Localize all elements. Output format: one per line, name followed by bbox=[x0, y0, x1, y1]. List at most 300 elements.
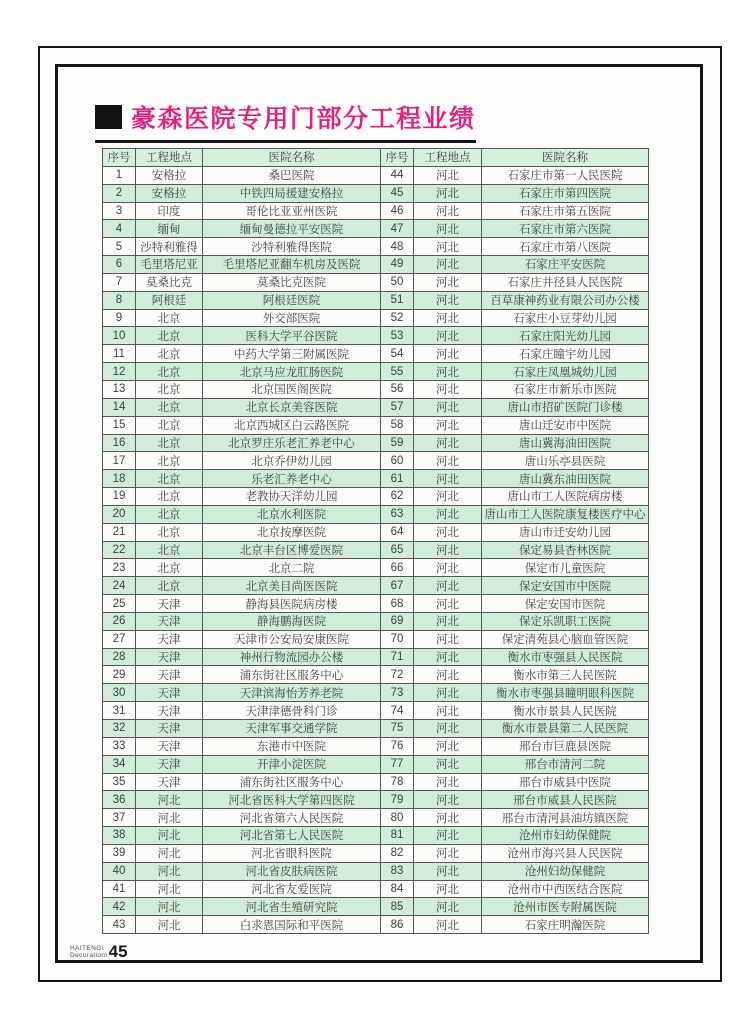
row-number-cell: 85 bbox=[381, 898, 414, 916]
row-number-cell: 8 bbox=[103, 291, 136, 309]
hospital-name-cell: 中药大学第三附属医院 bbox=[203, 345, 381, 363]
row-number-cell: 76 bbox=[381, 737, 414, 755]
location-cell: 河北 bbox=[136, 898, 203, 916]
row-number-cell: 86 bbox=[381, 916, 414, 934]
row-number-cell: 62 bbox=[381, 488, 414, 506]
hospital-name-cell: 石家庄市第四医院 bbox=[482, 184, 649, 202]
hospital-name-cell: 河北省眼科医院 bbox=[203, 844, 381, 862]
hospital-name-cell: 唐山冀东油田医院 bbox=[482, 470, 649, 488]
row-number-cell: 48 bbox=[381, 238, 414, 256]
table-row bbox=[103, 702, 649, 720]
location-cell: 河北 bbox=[414, 345, 482, 363]
hospital-name-cell: 北京国医阁医院 bbox=[203, 380, 381, 398]
row-number-cell: 84 bbox=[381, 880, 414, 898]
table-row bbox=[103, 166, 649, 184]
location-cell: 天津 bbox=[136, 648, 203, 666]
hospital-name-cell: 沙特利雅得医院 bbox=[203, 238, 381, 256]
location-cell: 北京 bbox=[136, 452, 203, 470]
location-cell: 天津 bbox=[136, 595, 203, 613]
row-number-cell: 43 bbox=[103, 916, 136, 934]
location-cell: 河北 bbox=[414, 273, 482, 291]
table-row bbox=[103, 684, 649, 702]
location-cell: 河北 bbox=[414, 184, 482, 202]
hospital-name-cell: 河北省生殖研究院 bbox=[203, 898, 381, 916]
location-cell: 河北 bbox=[414, 398, 482, 416]
hospital-name-cell: 石家庄市第一人民医院 bbox=[482, 166, 649, 184]
table-row bbox=[103, 666, 649, 684]
location-cell: 北京 bbox=[136, 398, 203, 416]
hospital-name-cell: 石家庄市第六医院 bbox=[482, 220, 649, 238]
row-number-cell: 51 bbox=[381, 291, 414, 309]
row-number-cell: 2 bbox=[103, 184, 136, 202]
location-cell: 天津 bbox=[136, 773, 203, 791]
hospital-name-cell: 开津小淀医院 bbox=[203, 755, 381, 773]
hospital-name-cell: 静海县医院病房楼 bbox=[203, 595, 381, 613]
hospital-name-cell: 保定清苑县心脑血管医院 bbox=[482, 630, 649, 648]
column-header: 工程地点 bbox=[136, 149, 203, 167]
location-cell: 河北 bbox=[414, 666, 482, 684]
row-number-cell: 45 bbox=[381, 184, 414, 202]
location-cell: 天津 bbox=[136, 630, 203, 648]
location-cell: 河北 bbox=[136, 844, 203, 862]
hospital-name-cell: 石家庄凤凰城幼儿园 bbox=[482, 363, 649, 381]
hospital-name-cell: 北京美目尚医医院 bbox=[203, 577, 381, 595]
location-cell: 河北 bbox=[414, 880, 482, 898]
row-number-cell: 65 bbox=[381, 541, 414, 559]
location-cell: 北京 bbox=[136, 434, 203, 452]
row-number-cell: 35 bbox=[103, 773, 136, 791]
table-row bbox=[103, 862, 649, 880]
location-cell: 安格拉 bbox=[136, 166, 203, 184]
hospital-name-cell: 白求恩国际和平医院 bbox=[203, 916, 381, 934]
hospital-name-cell: 中铁四局援建安格拉 bbox=[203, 184, 381, 202]
row-number-cell: 70 bbox=[381, 630, 414, 648]
table-row bbox=[103, 380, 649, 398]
row-number-cell: 20 bbox=[103, 505, 136, 523]
row-number-cell: 66 bbox=[381, 559, 414, 577]
row-number-cell: 73 bbox=[381, 684, 414, 702]
location-cell: 河北 bbox=[136, 827, 203, 845]
hospital-name-cell: 河北省友爱医院 bbox=[203, 880, 381, 898]
row-number-cell: 21 bbox=[103, 523, 136, 541]
projects-table bbox=[102, 148, 649, 934]
location-cell: 河北 bbox=[414, 630, 482, 648]
location-cell: 河北 bbox=[414, 488, 482, 506]
row-number-cell: 83 bbox=[381, 862, 414, 880]
location-cell: 河北 bbox=[414, 612, 482, 630]
table-row bbox=[103, 220, 649, 238]
row-number-cell: 14 bbox=[103, 398, 136, 416]
table-row bbox=[103, 630, 649, 648]
location-cell: 安格拉 bbox=[136, 184, 203, 202]
row-number-cell: 1 bbox=[103, 166, 136, 184]
location-cell: 北京 bbox=[136, 559, 203, 577]
page-number: 45 bbox=[108, 942, 128, 961]
location-cell: 沙特利雅得 bbox=[136, 238, 203, 256]
hospital-name-cell: 保定安国市医院 bbox=[482, 595, 649, 613]
row-number-cell: 6 bbox=[103, 256, 136, 274]
hospital-name-cell: 唐山市迁安幼儿园 bbox=[482, 523, 649, 541]
hospital-name-cell: 毛里塔尼亚翻车机房及医院 bbox=[203, 256, 381, 274]
column-header: 序号 bbox=[381, 149, 414, 167]
row-number-cell: 15 bbox=[103, 416, 136, 434]
table-row bbox=[103, 844, 649, 862]
row-number-cell: 54 bbox=[381, 345, 414, 363]
table-header bbox=[103, 149, 649, 167]
row-number-cell: 71 bbox=[381, 648, 414, 666]
row-number-cell: 69 bbox=[381, 612, 414, 630]
row-number-cell: 9 bbox=[103, 309, 136, 327]
hospital-name-cell: 沧州妇幼保健院 bbox=[482, 862, 649, 880]
location-cell: 印度 bbox=[136, 202, 203, 220]
row-number-cell: 37 bbox=[103, 809, 136, 827]
table-row bbox=[103, 541, 649, 559]
hospital-name-cell: 石家庄市新乐市医院 bbox=[482, 380, 649, 398]
table-row bbox=[103, 345, 649, 363]
hospital-name-cell: 衡水市第三人民医院 bbox=[482, 666, 649, 684]
hospital-name-cell: 浦东街社区服务中心 bbox=[203, 773, 381, 791]
row-number-cell: 29 bbox=[103, 666, 136, 684]
row-number-cell: 77 bbox=[381, 755, 414, 773]
location-cell: 河北 bbox=[136, 880, 203, 898]
hospital-name-cell: 静海鹏海医院 bbox=[203, 612, 381, 630]
location-cell: 缅甸 bbox=[136, 220, 203, 238]
hospital-name-cell: 北京马应龙肛肠医院 bbox=[203, 363, 381, 381]
row-number-cell: 18 bbox=[103, 470, 136, 488]
row-number-cell: 63 bbox=[381, 505, 414, 523]
row-number-cell: 34 bbox=[103, 755, 136, 773]
hospital-name-cell: 保定安国市中医院 bbox=[482, 577, 649, 595]
row-number-cell: 72 bbox=[381, 666, 414, 684]
location-cell: 河北 bbox=[414, 291, 482, 309]
location-cell: 河北 bbox=[414, 541, 482, 559]
table-row bbox=[103, 916, 649, 934]
location-cell: 北京 bbox=[136, 577, 203, 595]
row-number-cell: 39 bbox=[103, 844, 136, 862]
row-number-cell: 16 bbox=[103, 434, 136, 452]
location-cell: 河北 bbox=[414, 416, 482, 434]
row-number-cell: 74 bbox=[381, 702, 414, 720]
row-number-cell: 19 bbox=[103, 488, 136, 506]
row-number-cell: 42 bbox=[103, 898, 136, 916]
hospital-name-cell: 唐山冀海油田医院 bbox=[482, 434, 649, 452]
location-cell: 北京 bbox=[136, 345, 203, 363]
row-number-cell: 53 bbox=[381, 327, 414, 345]
table-row bbox=[103, 309, 649, 327]
row-number-cell: 4 bbox=[103, 220, 136, 238]
hospital-name-cell: 天津津德骨科门诊 bbox=[203, 702, 381, 720]
table-row bbox=[103, 791, 649, 809]
location-cell: 河北 bbox=[414, 380, 482, 398]
hospital-name-cell: 北京二院 bbox=[203, 559, 381, 577]
hospital-name-cell: 衡水市枣强县瞳明眼科医院 bbox=[482, 684, 649, 702]
location-cell: 北京 bbox=[136, 416, 203, 434]
location-cell: 天津 bbox=[136, 720, 203, 738]
row-number-cell: 5 bbox=[103, 238, 136, 256]
hospital-name-cell: 桑巴医院 bbox=[203, 166, 381, 184]
location-cell: 河北 bbox=[414, 452, 482, 470]
row-number-cell: 41 bbox=[103, 880, 136, 898]
table-row bbox=[103, 416, 649, 434]
column-header: 医院名称 bbox=[482, 149, 649, 167]
location-cell: 河北 bbox=[414, 559, 482, 577]
table-row bbox=[103, 720, 649, 738]
location-cell: 北京 bbox=[136, 541, 203, 559]
location-cell: 天津 bbox=[136, 684, 203, 702]
row-number-cell: 52 bbox=[381, 309, 414, 327]
row-number-cell: 61 bbox=[381, 470, 414, 488]
hospital-name-cell: 北京西城区白云路医院 bbox=[203, 416, 381, 434]
hospital-name-cell: 乐老汇养老中心 bbox=[203, 470, 381, 488]
table-row bbox=[103, 809, 649, 827]
location-cell: 河北 bbox=[414, 238, 482, 256]
hospital-name-cell: 石家庄小豆芽幼儿园 bbox=[482, 309, 649, 327]
hospital-name-cell: 东港市中医院 bbox=[203, 737, 381, 755]
table-row bbox=[103, 880, 649, 898]
hospital-name-cell: 哥伦比亚亚州医院 bbox=[203, 202, 381, 220]
location-cell: 河北 bbox=[414, 595, 482, 613]
hospital-name-cell: 邢台市威县中医院 bbox=[482, 773, 649, 791]
table-row bbox=[103, 202, 649, 220]
hospital-name-cell: 衡水市枣强县人民医院 bbox=[482, 648, 649, 666]
hospital-name-cell: 浦东街社区服务中心 bbox=[203, 666, 381, 684]
row-number-cell: 27 bbox=[103, 630, 136, 648]
location-cell: 河北 bbox=[414, 773, 482, 791]
location-cell: 天津 bbox=[136, 755, 203, 773]
page-title: 豪森医院专用门部分工程业绩 bbox=[131, 105, 476, 133]
table-row bbox=[103, 363, 649, 381]
row-number-cell: 75 bbox=[381, 720, 414, 738]
hospital-name-cell: 河北省医科大学第四医院 bbox=[203, 791, 381, 809]
brand-line-1: HAITENG\ bbox=[70, 945, 104, 952]
row-number-cell: 33 bbox=[103, 737, 136, 755]
row-number-cell: 60 bbox=[381, 452, 414, 470]
hospital-name-cell: 河北省第七人民医院 bbox=[203, 827, 381, 845]
hospital-name-cell: 沧州市海兴县人民医院 bbox=[482, 844, 649, 862]
title-block bbox=[95, 99, 476, 143]
table-row bbox=[103, 773, 649, 791]
row-number-cell: 82 bbox=[381, 844, 414, 862]
table-row bbox=[103, 327, 649, 345]
table-row bbox=[103, 737, 649, 755]
brand-line-2: Decoration\ bbox=[70, 952, 108, 959]
location-cell: 河北 bbox=[414, 916, 482, 934]
hospital-name-cell: 邢台市巨鹿县医院 bbox=[482, 737, 649, 755]
location-cell: 河北 bbox=[414, 166, 482, 184]
hospital-name-cell: 石家庄市第五医院 bbox=[482, 202, 649, 220]
location-cell: 天津 bbox=[136, 702, 203, 720]
hospital-name-cell: 唐山乐亭县医院 bbox=[482, 452, 649, 470]
hospital-name-cell: 天津市公安局安康医院 bbox=[203, 630, 381, 648]
row-number-cell: 23 bbox=[103, 559, 136, 577]
row-number-cell: 68 bbox=[381, 595, 414, 613]
location-cell: 阿根廷 bbox=[136, 291, 203, 309]
hospital-name-cell: 北京按摩医院 bbox=[203, 523, 381, 541]
row-number-cell: 58 bbox=[381, 416, 414, 434]
location-cell: 河北 bbox=[414, 898, 482, 916]
location-cell: 河北 bbox=[414, 720, 482, 738]
table-row bbox=[103, 648, 649, 666]
row-number-cell: 36 bbox=[103, 791, 136, 809]
hospital-name-cell: 天津滨海怡芳养老院 bbox=[203, 684, 381, 702]
table-row bbox=[103, 184, 649, 202]
location-cell: 河北 bbox=[414, 862, 482, 880]
location-cell: 北京 bbox=[136, 505, 203, 523]
location-cell: 毛里塔尼亚 bbox=[136, 256, 203, 274]
row-number-cell: 80 bbox=[381, 809, 414, 827]
hospital-name-cell: 沧州市妇幼保健院 bbox=[482, 827, 649, 845]
location-cell: 河北 bbox=[414, 470, 482, 488]
column-header: 工程地点 bbox=[414, 149, 482, 167]
row-number-cell: 79 bbox=[381, 791, 414, 809]
row-number-cell: 49 bbox=[381, 256, 414, 274]
table-row bbox=[103, 256, 649, 274]
hospital-name-cell: 唐山市招矿医院门诊楼 bbox=[482, 398, 649, 416]
hospital-name-cell: 沧州市中西医结合医院 bbox=[482, 880, 649, 898]
hospital-name-cell: 医科大学平谷医院 bbox=[203, 327, 381, 345]
row-number-cell: 11 bbox=[103, 345, 136, 363]
hospital-name-cell: 石家庄井径县人民医院 bbox=[482, 273, 649, 291]
row-number-cell: 25 bbox=[103, 595, 136, 613]
location-cell: 河北 bbox=[136, 862, 203, 880]
row-number-cell: 10 bbox=[103, 327, 136, 345]
row-number-cell: 28 bbox=[103, 648, 136, 666]
hospital-name-cell: 石家庄阳光幼儿园 bbox=[482, 327, 649, 345]
table-row bbox=[103, 755, 649, 773]
table-row bbox=[103, 827, 649, 845]
hospital-name-cell: 邢台市威县人民医院 bbox=[482, 791, 649, 809]
hospital-name-cell: 保定市儿童医院 bbox=[482, 559, 649, 577]
row-number-cell: 7 bbox=[103, 273, 136, 291]
hospital-name-cell: 邢台市清河县油坊镇医院 bbox=[482, 809, 649, 827]
location-cell: 河北 bbox=[414, 737, 482, 755]
location-cell: 河北 bbox=[414, 434, 482, 452]
title-bullet-square-icon bbox=[95, 105, 122, 129]
location-cell: 河北 bbox=[414, 309, 482, 327]
row-number-cell: 55 bbox=[381, 363, 414, 381]
location-cell: 河北 bbox=[414, 256, 482, 274]
hospital-name-cell: 河北省皮肤病医院 bbox=[203, 862, 381, 880]
row-number-cell: 59 bbox=[381, 434, 414, 452]
location-cell: 河北 bbox=[414, 220, 482, 238]
location-cell: 河北 bbox=[414, 505, 482, 523]
location-cell: 河北 bbox=[414, 844, 482, 862]
hospital-name-cell: 石家庄市第八医院 bbox=[482, 238, 649, 256]
location-cell: 北京 bbox=[136, 523, 203, 541]
hospital-name-cell: 衡水市景县第二人民医院 bbox=[482, 720, 649, 738]
location-cell: 北京 bbox=[136, 470, 203, 488]
hospital-name-cell: 石家庄瞳宇幼儿园 bbox=[482, 345, 649, 363]
row-number-cell: 17 bbox=[103, 452, 136, 470]
row-number-cell: 26 bbox=[103, 612, 136, 630]
location-cell: 河北 bbox=[414, 702, 482, 720]
hospital-name-cell: 阿根廷医院 bbox=[203, 291, 381, 309]
location-cell: 河北 bbox=[414, 827, 482, 845]
row-number-cell: 32 bbox=[103, 720, 136, 738]
hospital-name-cell: 北京长京美容医院 bbox=[203, 398, 381, 416]
hospital-name-cell: 天津军事交通学院 bbox=[203, 720, 381, 738]
table-row bbox=[103, 898, 649, 916]
hospital-name-cell: 北京罗庄乐老汇养老中心 bbox=[203, 434, 381, 452]
location-cell: 北京 bbox=[136, 363, 203, 381]
table-row bbox=[103, 505, 649, 523]
hospital-name-cell: 神州行物流园办公楼 bbox=[203, 648, 381, 666]
table-row bbox=[103, 488, 649, 506]
hospital-name-cell: 保定乐凯职工医院 bbox=[482, 612, 649, 630]
location-cell: 河北 bbox=[414, 363, 482, 381]
location-cell: 北京 bbox=[136, 380, 203, 398]
location-cell: 河北 bbox=[414, 202, 482, 220]
hospital-name-cell: 邢台市清河二院 bbox=[482, 755, 649, 773]
table-row bbox=[103, 577, 649, 595]
row-number-cell: 31 bbox=[103, 702, 136, 720]
column-header: 医院名称 bbox=[203, 149, 381, 167]
location-cell: 河北 bbox=[136, 791, 203, 809]
hospital-name-cell: 北京乔伊幼儿园 bbox=[203, 452, 381, 470]
row-number-cell: 30 bbox=[103, 684, 136, 702]
hospital-name-cell: 唐山市工人医院康复楼医疗中心 bbox=[482, 505, 649, 523]
hospital-name-cell: 石家庄明瀚医院 bbox=[482, 916, 649, 934]
table-row bbox=[103, 559, 649, 577]
hospital-name-cell: 唐山市工人医院病房楼 bbox=[482, 488, 649, 506]
row-number-cell: 47 bbox=[381, 220, 414, 238]
table-row bbox=[103, 238, 649, 256]
row-number-cell: 50 bbox=[381, 273, 414, 291]
location-cell: 河北 bbox=[414, 684, 482, 702]
row-number-cell: 3 bbox=[103, 202, 136, 220]
hospital-name-cell: 河北省第六人民医院 bbox=[203, 809, 381, 827]
row-number-cell: 12 bbox=[103, 363, 136, 381]
location-cell: 北京 bbox=[136, 309, 203, 327]
hospital-name-cell: 老教协天洋幼儿园 bbox=[203, 488, 381, 506]
table-row bbox=[103, 523, 649, 541]
hospital-name-cell: 莫桑比克医院 bbox=[203, 273, 381, 291]
row-number-cell: 24 bbox=[103, 577, 136, 595]
brand-mark bbox=[70, 945, 108, 959]
row-number-cell: 38 bbox=[103, 827, 136, 845]
row-number-cell: 46 bbox=[381, 202, 414, 220]
location-cell: 河北 bbox=[414, 523, 482, 541]
hospital-name-cell: 沧州市医专附属医院 bbox=[482, 898, 649, 916]
location-cell: 天津 bbox=[136, 737, 203, 755]
hospital-name-cell: 唐山迁安市中医院 bbox=[482, 416, 649, 434]
table-row bbox=[103, 595, 649, 613]
header-row bbox=[103, 149, 649, 167]
hospital-name-cell: 北京水利医院 bbox=[203, 505, 381, 523]
row-number-cell: 57 bbox=[381, 398, 414, 416]
location-cell: 莫桑比克 bbox=[136, 273, 203, 291]
table-row bbox=[103, 273, 649, 291]
row-number-cell: 13 bbox=[103, 380, 136, 398]
row-number-cell: 56 bbox=[381, 380, 414, 398]
table-row bbox=[103, 434, 649, 452]
table-row bbox=[103, 452, 649, 470]
location-cell: 河北 bbox=[414, 755, 482, 773]
row-number-cell: 64 bbox=[381, 523, 414, 541]
location-cell: 河北 bbox=[414, 648, 482, 666]
table-row bbox=[103, 470, 649, 488]
hospital-name-cell: 外交部医院 bbox=[203, 309, 381, 327]
row-number-cell: 44 bbox=[381, 166, 414, 184]
hospital-name-cell: 石家庄平安医院 bbox=[482, 256, 649, 274]
page-footer bbox=[70, 944, 128, 959]
location-cell: 北京 bbox=[136, 488, 203, 506]
hospital-name-cell: 保定易县杏林医院 bbox=[482, 541, 649, 559]
table-row bbox=[103, 398, 649, 416]
hospital-name-cell: 缅甸曼德拉平安医院 bbox=[203, 220, 381, 238]
row-number-cell: 40 bbox=[103, 862, 136, 880]
location-cell: 河北 bbox=[136, 916, 203, 934]
